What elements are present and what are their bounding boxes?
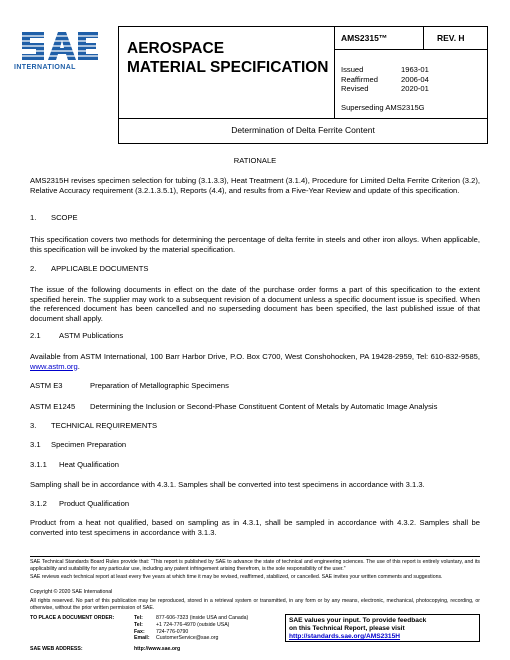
section-number: 3. [30,421,37,430]
title-line-1: AEROSPACE [127,40,225,57]
section-title: Heat Qualification [59,460,119,469]
document-dates [341,65,429,94]
web-label: SAE WEB ADDRESS: [30,646,83,652]
reaffirmed-label: Reaffirmed [341,74,379,84]
section-3-heading [30,421,480,431]
footer-rights: All rights reserved. No part of this publication may be reproduced, stored in a retrieval system or transmitted, in any form or by any means, electronic, mechanical, photocopying, recording, or otherwise, without the prior written permission of SAE. [30,598,480,611]
footer-policy: SAE Technical Standards Board Rules provide that: “This report is published by SAE to advance the state of technical and engineering sciences. The use of this report is entirely voluntary, and its applicability and suitability for any particular use, including any patent infringement arising therefrom, is the sole responsibility of the user.” [30,559,480,572]
reference-code: ASTM E3 [30,381,63,390]
astm-website-link[interactable]: www.astm.org [30,361,78,371]
section-title: ASTM Publications [59,331,124,340]
section-title: APPLICABLE DOCUMENTS [51,264,149,273]
tel-value: 877-606-7323 (inside USA and Canada) [156,615,249,621]
document-header [118,26,488,144]
document-number: AMS2315™ [341,33,388,43]
section-number: 2. [30,264,37,273]
fax-label: Fax: [134,628,145,635]
order-label: TO PLACE A DOCUMENT ORDER: [30,615,115,621]
superseding-note: Superseding AMS2315G [341,103,425,112]
reference-title: Determining the Inclusion or Second-Phase Constituent Content of Metals by Automatic Image Analysis [90,402,438,411]
fax-value: 724-776-0790 [156,628,189,635]
revision-label: REV. H [437,33,465,43]
header-divider [119,118,487,119]
footer-review: SAE reviews each technical report at least every five years at which time it may be revised, reaffirmed, stabilized, or cancelled. SAE invites your written comments and suggestions. [30,574,443,580]
reaffirmed-date: 2006-04 [401,74,429,84]
reference-title: Preparation of Metallographic Specimens [90,381,229,390]
logo-text: INTERNATIONAL [14,64,76,71]
astm-address: Available from ASTM International, 100 Barr Harbor Drive, P.O. Box C700, West Conshohocken, PA 19428-2959, Tel: 610-832-9585, [30,352,480,361]
header-divider [334,49,488,50]
section-number: 3.1.2 [30,499,47,508]
heat-qualification-text: Sampling shall be in accordance with 4.3.1. Samples shall be converted into test specimens in accordance with 3.1.3. [30,480,425,489]
section-number: 1. [30,213,37,222]
reference-astm-e1245 [30,402,480,412]
section-2-heading [30,264,480,274]
web-address[interactable]: http://www.sae.org [134,646,181,652]
feedback-link[interactable]: http://standards.sae.org/AMS2315H [289,633,401,640]
web-address-line [30,646,180,652]
rationale-text: AMS2315H revises specimen selection for tubing (3.1.3.3), Heat Treatment (3.1.4), Procedure for Limited Delta Ferrite Criterion (3.2), Relative Accuracy requirement (3.2.1.3.5.1), Reports (4.4), and results from a Five-Year Review and update of this specification. [30,176,480,195]
product-qualification-text: Product from a heat not qualified, based on sampling as in 4.3.1, shall be sampled in accordance with 4.3.2. Samples shall be converted into test specimens in accordance with 3.1.3. [30,518,480,537]
section-title: SCOPE [51,213,78,222]
footer-copyright: Copyright © 2020 SAE International [30,589,113,595]
email-label: Email: [134,635,150,642]
astm-address-end: . [77,361,80,371]
reference-code: ASTM E1245 [30,402,76,411]
section-3-1-2-heading [30,499,480,509]
section-number: 3.1.1 [30,460,47,469]
section-title: Product Qualification [59,499,130,508]
section-number: 3.1 [30,440,41,449]
header-divider [334,27,335,118]
document-subject: Determination of Delta Ferrite Content [231,125,375,135]
tel-value: +1 724-776-4970 (outside USA) [156,621,230,628]
section-number: 2.1 [30,331,41,340]
tel-label: Tel: [134,621,143,628]
revised-label: Revised [341,84,369,94]
feedback-line-1: SAE values your input. To provide feedback [289,617,427,624]
rationale-heading: RATIONALE [233,156,277,165]
scope-text: This specification covers two methods for determining the percentage of delta ferrite in steels and other iron alloys. When applicable, this specification will be invoked by the material specification. [30,235,480,254]
section-3-1-1-heading [30,460,480,470]
tel-label: Tel: [134,615,143,621]
issued-label: Issued [341,65,364,74]
applicable-documents-text: The issue of the following documents in effect on the date of the purchase order forms a part of this specification to the extent specified herein. The supplier may work to a subsequent revision of a document unless a specific document issue is specified. When the referenced document has been cancelled and no superseding document has been specified, the last published issue of that document shall apply. [30,285,480,323]
order-contact-block [30,615,290,642]
footer-divider [30,556,480,557]
document-type-title [127,39,329,77]
header-divider [423,27,424,49]
section-1-heading [30,213,480,223]
section-2-1-heading [30,331,480,341]
astm-availability-text [30,352,480,371]
section-3-1-heading [30,440,480,450]
title-line-2: MATERIAL SPECIFICATION [127,59,329,76]
revised-date: 2020-01 [401,84,429,94]
section-title: Specimen Preparation [51,440,127,449]
sae-logo [20,28,100,84]
feedback-line-2: on this Technical Report, please visit [289,625,405,632]
feedback-box [285,614,480,642]
reference-astm-e3 [30,381,480,391]
issued-date: 1963-01 [401,65,429,74]
sae-logo-mark [20,28,100,64]
section-title: TECHNICAL REQUIREMENTS [51,421,158,430]
email-value[interactable]: CustomerService@sae.org [156,635,219,642]
